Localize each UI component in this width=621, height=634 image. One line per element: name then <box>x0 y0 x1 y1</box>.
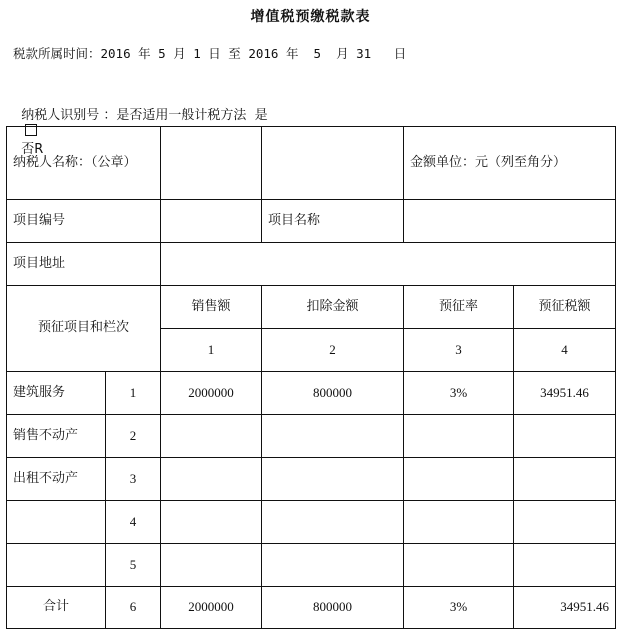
row-number: 1 <box>106 372 161 415</box>
project-no-value[interactable] <box>161 200 262 243</box>
row-item-label <box>7 544 106 587</box>
col-number-2: 2 <box>262 329 404 372</box>
cell-sales[interactable] <box>161 458 262 501</box>
cell-rate[interactable]: 3% <box>404 372 514 415</box>
cell-sales[interactable]: 2000000 <box>161 372 262 415</box>
col-header-tax: 预征税额 <box>514 286 616 329</box>
project-address-label: 项目地址 <box>7 243 161 286</box>
cell-rate[interactable] <box>404 458 514 501</box>
col-header-deduction: 扣除金额 <box>262 286 404 329</box>
row-item-label: 销售不动产 <box>7 415 106 458</box>
cell-rate[interactable] <box>404 415 514 458</box>
row-number: 4 <box>106 501 161 544</box>
cell-deduction[interactable] <box>262 458 404 501</box>
amount-unit-label: 金额单位：元（列至角分） <box>404 127 616 200</box>
cell-tax[interactable] <box>514 415 616 458</box>
cell-sales[interactable] <box>161 544 262 587</box>
project-name-value[interactable] <box>404 200 616 243</box>
table-row <box>7 372 616 415</box>
cell-tax[interactable] <box>514 458 616 501</box>
cell-tax[interactable] <box>514 501 616 544</box>
total-tax[interactable]: 34951.46 <box>514 587 616 629</box>
cell-deduction[interactable]: 800000 <box>262 372 404 415</box>
cell-deduction[interactable] <box>262 544 404 587</box>
project-address-value[interactable] <box>161 243 616 286</box>
total-row-number: 6 <box>106 587 161 629</box>
cell-sales[interactable] <box>161 501 262 544</box>
taxpayer-id-text: 纳税人识别号 ：是否适用一般计税方法 是 <box>21 108 268 123</box>
taxpayer-name-label: 纳税人名称：（公章） <box>7 127 161 200</box>
taxpayer-seal-cell[interactable] <box>262 127 404 200</box>
table-row <box>7 501 616 544</box>
cell-deduction[interactable] <box>262 501 404 544</box>
row-item-label: 出租不动产 <box>7 458 106 501</box>
row-item-label: 建筑服务 <box>7 372 106 415</box>
total-row <box>7 587 616 629</box>
row-number: 2 <box>106 415 161 458</box>
col-number-3: 3 <box>404 329 514 372</box>
total-label: 合计 <box>7 587 106 629</box>
col-number-4: 4 <box>514 329 616 372</box>
table-row <box>7 544 616 587</box>
tax-period-line: 税款所属时间：2016 年 5 月 1 日 至 2016 年 5 月 31 日 <box>13 46 407 61</box>
cell-tax[interactable] <box>514 544 616 587</box>
total-deduction[interactable]: 800000 <box>262 587 404 629</box>
cell-rate[interactable] <box>404 501 514 544</box>
row-item-label <box>7 501 106 544</box>
project-no-label: 项目编号 <box>7 200 161 243</box>
col-number-1: 1 <box>161 329 262 372</box>
taxpayer-name-value[interactable] <box>161 127 262 200</box>
prepaid-tax-table <box>6 126 616 629</box>
col-header-rate: 预征率 <box>404 286 514 329</box>
form-title: 增值税预缴税款表 <box>250 9 371 25</box>
cell-rate[interactable] <box>404 544 514 587</box>
cell-tax[interactable]: 34951.46 <box>514 372 616 415</box>
total-rate[interactable]: 3% <box>404 587 514 629</box>
general-method-no-option: 否R <box>21 142 44 157</box>
total-sales[interactable]: 2000000 <box>161 587 262 629</box>
cell-deduction[interactable] <box>262 415 404 458</box>
project-name-label: 项目名称 <box>262 200 404 243</box>
cell-sales[interactable] <box>161 415 262 458</box>
row-number: 3 <box>106 458 161 501</box>
table-row <box>7 458 616 501</box>
item-column-header: 预征项目和栏次 <box>7 286 161 372</box>
col-header-sales: 销售额 <box>161 286 262 329</box>
row-number: 5 <box>106 544 161 587</box>
table-row <box>7 415 616 458</box>
